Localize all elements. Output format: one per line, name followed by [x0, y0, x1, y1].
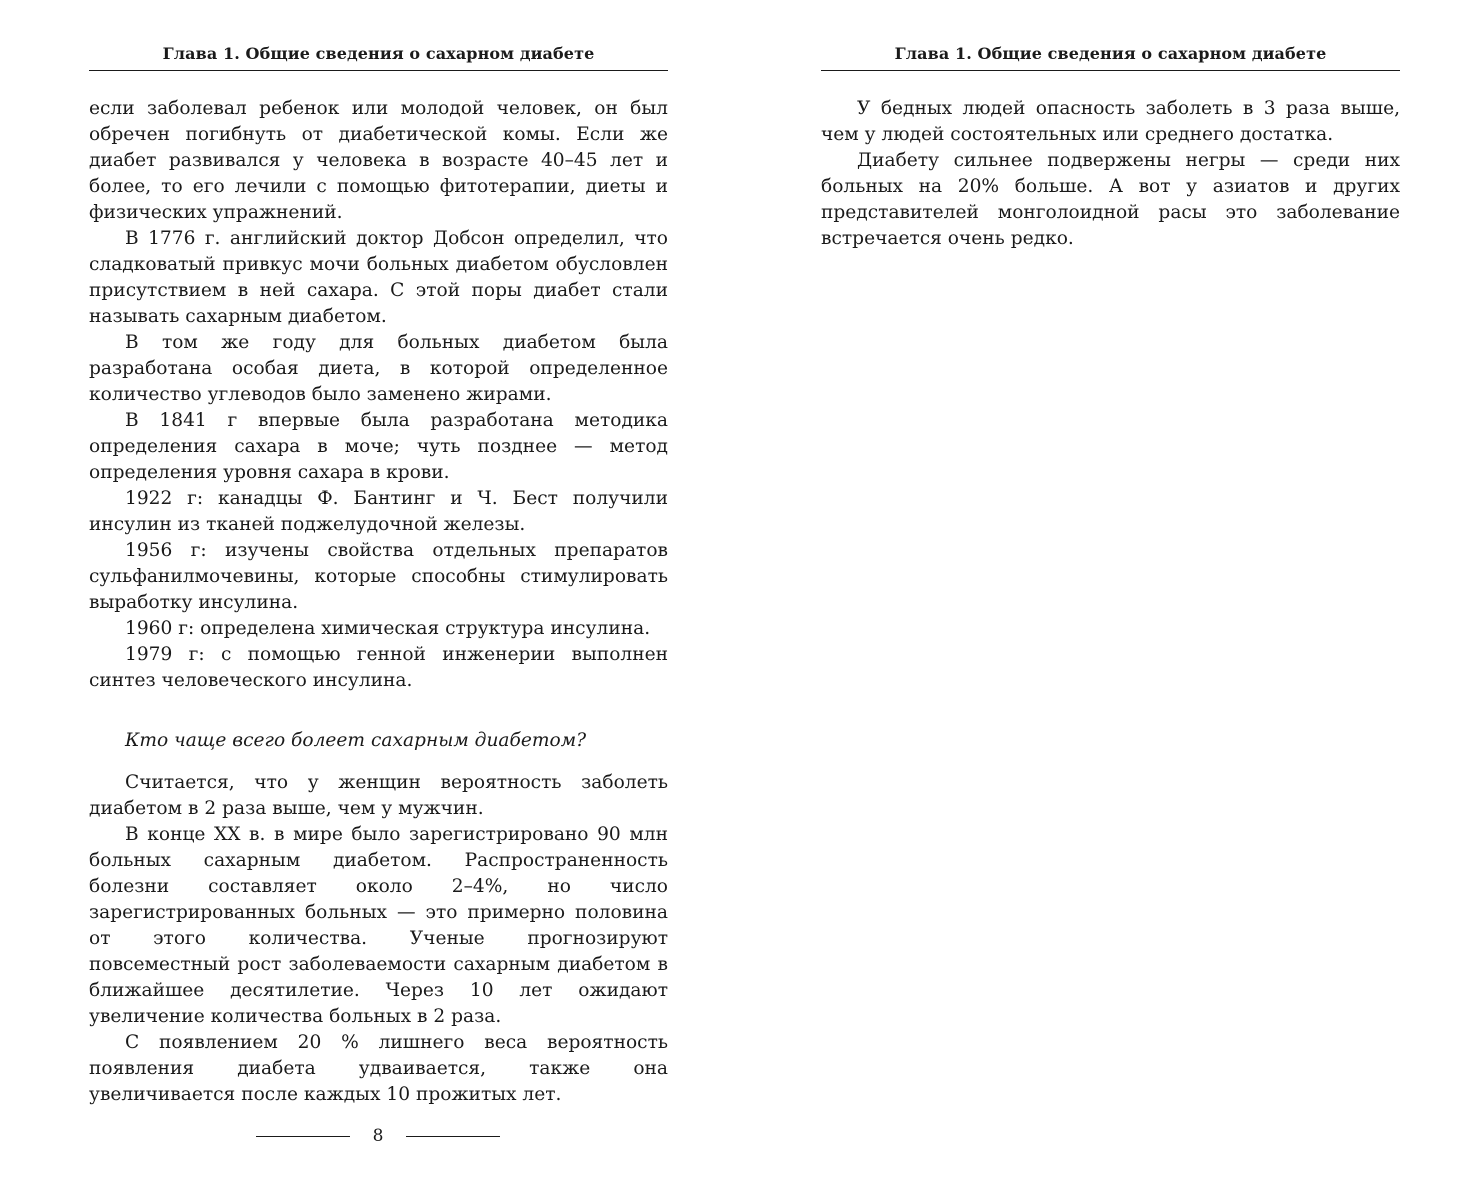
page-footer	[89, 1124, 668, 1148]
paragraph: Диабету сильнее подвержены негры — среди них больных на 20% больше. А вот у азиатов и других представителей монголоидной расы это заболевание встречается очень редко.	[821, 150, 1400, 249]
footer-rule-left	[256, 1136, 350, 1137]
paragraph: 1956 г: изучены свойства отдельных препаратов сульфанилмочевины, которые способны стимулировать выработку инсулина.	[89, 540, 668, 613]
page-number: 8	[372, 1126, 384, 1146]
paragraph: В 1776 г. английский доктор Добсон определил, что сладковатый привкус мочи больных диабетом обусловлен присутствием в ней сахара. С этой поры диабет стали называть сахарным диабетом.	[89, 228, 668, 327]
body-text	[821, 96, 1400, 252]
running-head: Глава 1. Общие сведения о сахарном диабете	[894, 44, 1327, 63]
paragraph: У бедных людей опасность заболеть в 3 раза выше, чем у людей состоятельных или среднего достатка.	[821, 98, 1400, 145]
body-text	[89, 96, 668, 1108]
paragraph: если заболевал ребенок или молодой человек, он был обречен погибнуть от диабетической комы. Если же диабет развивался у человека в возрасте 40–45 лет и более, то его лечили с помощью фитотерапии, диеты и физических упражнений.	[89, 98, 668, 223]
paragraph: В конце XX в. в мире было зарегистрировано 90 млн больных сахарным диабетом. Распространенность болезни составляет около 2–4%, но число зарегистрированных больных — это примерно половина от этого количества. Ученые прогнозируют повсеместный рост заболеваемости сахарным диабетом в ближайшее десятилетие. Через 10 лет ожидают увеличение количества больных в 2 раза.	[89, 824, 668, 1027]
right-page	[821, 0, 1400, 1182]
paragraph: 1960 г: определена химическая структура инсулина.	[125, 618, 651, 639]
section-question: Кто чаще всего болеет сахарным диабетом?	[125, 730, 587, 751]
left-page	[89, 0, 668, 1182]
paragraph: Считается, что у женщин вероятность заболеть диабетом в 2 раза выше, чем у мужчин.	[89, 772, 668, 819]
paragraph: В том же году для больных диабетом была разработана особая диета, в которой определенное количество углеводов было заменено жирами.	[89, 332, 668, 405]
paragraph: В 1841 г впервые была разработана методика определения сахара в моче; чуть позднее — метод определения уровня сахара в крови.	[89, 410, 668, 483]
header-rule	[89, 70, 668, 71]
paragraph: С появлением 20 % лишнего веса вероятность появления диабета удваивается, также она увеличивается после каждых 10 прожитых лет.	[89, 1032, 668, 1105]
paragraph: 1922 г: канадцы Ф. Бантинг и Ч. Бест получили инсулин из тканей поджелудочной железы.	[89, 488, 668, 535]
running-head: Глава 1. Общие сведения о сахарном диабете	[162, 44, 595, 63]
footer-rule-right	[406, 1136, 500, 1137]
paragraph: 1979 г: с помощью генной инженерии выполнен синтез человеческого инсулина.	[89, 644, 668, 691]
header-rule	[821, 70, 1400, 71]
